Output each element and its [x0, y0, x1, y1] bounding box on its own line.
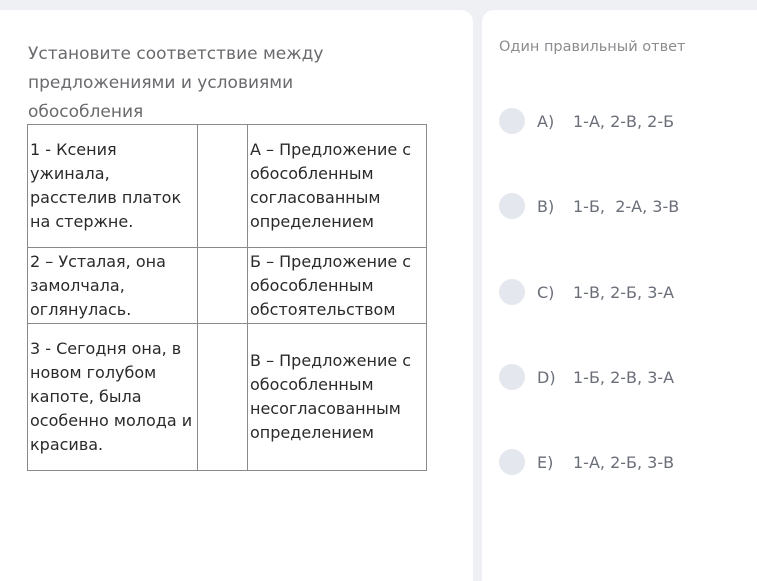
radio-button[interactable] — [499, 193, 525, 219]
question-text: Установите соответствие между предложениями и условиями обособления — [28, 44, 324, 122]
blank-cell — [198, 125, 248, 248]
radio-button[interactable] — [499, 364, 525, 390]
answer-option-e[interactable] — [499, 448, 674, 476]
option-letter: D) — [537, 367, 556, 387]
option-text: 1-Б, 2-В, 3-А — [573, 367, 675, 387]
sentence-cell: 2 – Усталая, она замолчала, оглянулась. — [28, 248, 198, 324]
radio-button[interactable] — [499, 108, 525, 134]
option-letter: B) — [537, 196, 555, 216]
sentence-cell: 1 - Ксения ужинала, расстелив платок на стержне. — [28, 125, 198, 248]
answer-type-label: Один правильный ответ — [499, 39, 686, 55]
radio-button[interactable] — [499, 449, 525, 475]
answer-option-b[interactable] — [499, 192, 679, 220]
option-letter: C) — [537, 282, 555, 302]
table-row — [28, 125, 427, 248]
answer-option-c[interactable] — [499, 278, 674, 306]
answer-option-a[interactable] — [499, 107, 674, 135]
matching-table — [27, 124, 427, 471]
blank-cell — [198, 324, 248, 471]
table-row — [28, 324, 427, 471]
blank-cell — [198, 248, 248, 324]
condition-cell: В – Предложение с обособленным несогласованным определением — [248, 324, 427, 471]
option-letter: E) — [537, 452, 554, 472]
answer-option-d[interactable] — [499, 363, 674, 391]
option-text: 1-Б, 2-А, 3-В — [573, 196, 680, 216]
option-letter: A) — [537, 111, 555, 131]
option-text: 1-А, 2-В, 2-Б — [573, 111, 675, 131]
option-text: 1-А, 2-Б, 3-В — [573, 452, 675, 472]
condition-cell: Б – Предложение с обособленным обстоятельством — [248, 248, 427, 324]
radio-button[interactable] — [499, 279, 525, 305]
option-text: 1-В, 2-Б, 3-А — [573, 282, 675, 302]
sentence-cell: 3 - Сегодня она, в новом голубом капоте, была особенно молода и красива. — [28, 324, 198, 471]
condition-cell: А – Предложение с обособленным согласованным определением — [248, 125, 427, 248]
table-row — [28, 248, 427, 324]
